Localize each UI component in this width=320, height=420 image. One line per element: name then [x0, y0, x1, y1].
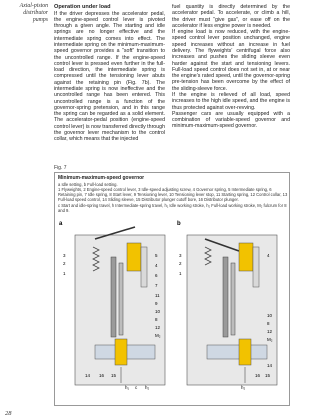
panel-b-distributor-plunger: [207, 345, 267, 359]
right-paragraph-4: Passenger cars are usually equipped with a combination of variable-speed governor and minimum-maximum-speed governor.: [172, 110, 290, 130]
figure-title: Minimum-maximum-speed governor: [58, 175, 145, 181]
panel-a-callout-14: 14: [85, 373, 91, 378]
panel-b-callout-h2: h₂: [241, 385, 246, 390]
panel-b-label: b: [177, 221, 181, 227]
panel-a-callout-h2: h₂: [145, 385, 150, 390]
panel-a-callout-15: 15: [111, 373, 117, 378]
right-paragraph-2: If engine load is now reduced, with the engine-speed control lever position unchanged, engine speed increases without an increase in fuel delivery. The flyweights’ centrifugal force also increases and pushes the sliding sleeve even harder against the start and tensioning levers. Full-load speed control does not set in, at or near the engine’s rated speed, until the governor-spring pre-tension has been overcome by the effect of the sliding-sleeve force.: [172, 29, 290, 92]
panel-a-callout-3: 3: [63, 253, 66, 258]
left-column: [54, 4, 165, 142]
panel-a-callout-5: 5: [155, 253, 158, 258]
figure-caption: a Idle setting, b Full-load setting. 1 Flyweights, 2 Engine-speed control lever, 3 Idle-speed adjusting screw, 4 Governor spring, 5 Intermediate spring, 6 Retaining pin, 7 Idle spring, 8 Start lever, 9 Tensioning lever, 10 Tensioning lever stop, 11 Starting spring, 12 Control collar, 13 Full-load speed control, 14 Sliding sleeve, 15 Distributor plunger cutoff bore, 16 Distributor plunger.: [58, 182, 288, 203]
sidebar-line2: distributor: [23, 10, 48, 16]
figure-label: Fig. 7: [54, 165, 67, 171]
panel-b-callout-14: 14: [267, 363, 273, 368]
panel-a-callout-11: 11: [155, 293, 160, 298]
figure-box: [54, 172, 290, 406]
panel-a-start-lever: [119, 263, 123, 335]
panel-b-sliding-sleeve: [253, 247, 259, 287]
panel-b-callout-16: 16: [255, 373, 261, 378]
panel-b-callout-1: 1: [179, 271, 182, 276]
panel-a-callout-8: 8: [155, 317, 158, 322]
panel-b-callout-8: 8: [267, 321, 270, 326]
panel-a-callout-12: 12: [155, 325, 161, 330]
panel-a-label: a: [59, 221, 63, 227]
panel-b-callout-10: 10: [267, 313, 273, 318]
section-sidebar: [4, 3, 48, 24]
panel-a-callout-7: 7: [155, 283, 158, 288]
left-paragraph: If the driver depresses the accelerator pedal, the engine-speed control lever is pivoted through a given angle. The starting and idle springs are no longer effective and the intermediate spring comes into effect. The intermediate spring on the minimum-maximum-speed governor provides a “soft” transition to the uncontrolled range. If the engine-speed control lever is pressed even further in the full-load direction, the intermediate spring is compressed until the tensioning lever abuts against the retaining pin (Fig. 7b). The intermediate spring is now ineffective and the uncontrolled range has been entered. This uncontrolled range is a function of the governor-spring pretension, and in this range the spring can be regarded as a solid element. The accelerator-pedal position (engine-speed control lever) is now transferred directly through the governor lever mechanism to the control collar, which means that the injected: [54, 10, 165, 143]
panel-a-callout-1: 1: [63, 271, 66, 276]
figure-caption-symbols: c Start and idle-spring travel, h Intermediate-spring travel, h₁ Idle working stroke, h₂ Full-load working stroke, M₂ fulcrum for 8 and 9.: [58, 203, 287, 214]
panel-a-callout-6: 6: [155, 273, 158, 278]
panel-a-tensioning-lever: [111, 257, 116, 337]
panel-a-callout-c: c: [135, 385, 138, 390]
panel-b-callout-4: 4: [267, 253, 270, 258]
sidebar-line1: Axial-piston: [19, 3, 48, 9]
panel-a-callout-h1: h₁: [125, 385, 130, 390]
panel-b-callout-15: 15: [265, 373, 271, 378]
panel-b-start-lever: [231, 263, 235, 335]
panel-a-callout-m2: M₂: [155, 333, 161, 338]
panel-b-tensioning-lever: [223, 257, 228, 337]
panel-a-callout-2: 2: [63, 261, 66, 266]
panel-a-callout-10: 10: [155, 309, 161, 314]
sidebar-line3: pumps: [32, 17, 48, 23]
panel-a-callout-16: 16: [99, 373, 105, 378]
panel-a-sliding-sleeve: [141, 247, 147, 287]
panel-b-callout-m2: M₂: [267, 337, 273, 342]
panel-b: [177, 221, 277, 390]
panel-a-callout-9: 9: [155, 301, 158, 306]
right-paragraph-1: fuel quantity is directly determined by the accelerator pedal. To accelerate, or climb a hill, the driver must “give gas”, or ease off on the accelerator if less engine power is needed.: [172, 4, 290, 29]
right-column: [172, 4, 290, 130]
right-paragraph-3: If the engine is relieved of all load, speed increases to the high idle speed, and the engine is thus protected against over-revving.: [172, 91, 290, 111]
panel-a-flyweights: [127, 243, 141, 271]
panel-b-callout-3: 3: [179, 253, 182, 258]
panel-a: [59, 221, 165, 390]
section-heading: Operation under load: [54, 4, 111, 10]
panel-a-callout-4: 4: [155, 263, 158, 268]
panel-a-control-collar: [115, 339, 127, 365]
page-number: 28: [5, 410, 12, 417]
governor-diagram: [55, 217, 291, 405]
panel-b-callout-2: 2: [179, 261, 182, 266]
panel-b-control-collar: [239, 339, 251, 365]
panel-b-callout-12: 12: [267, 329, 273, 334]
panel-b-flyweights: [239, 243, 253, 271]
